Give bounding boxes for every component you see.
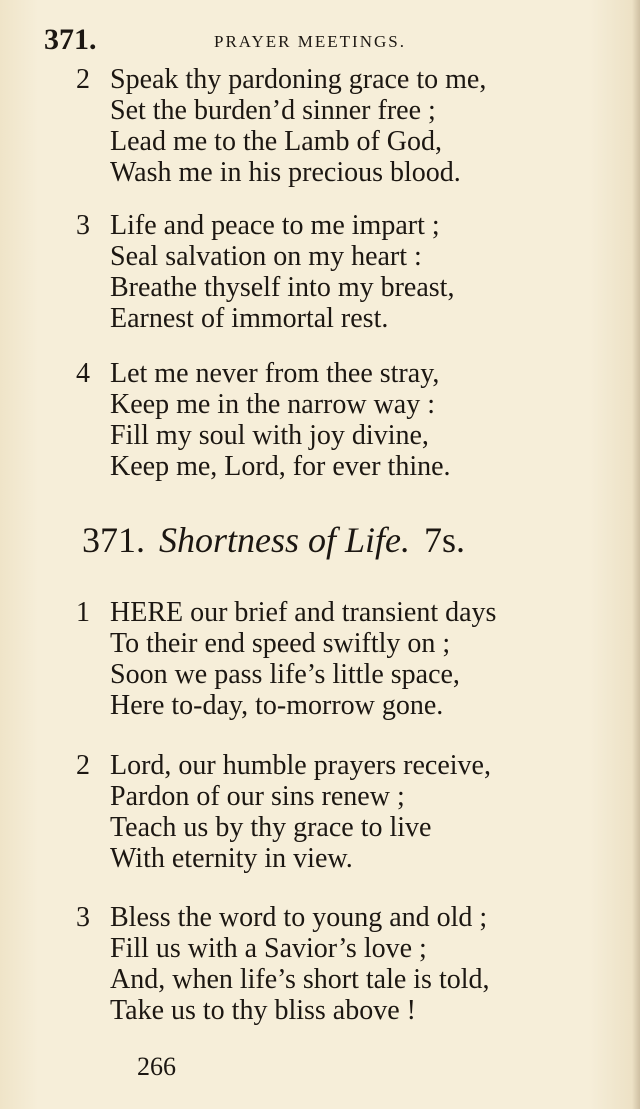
verse-line: Teach us by thy grace to live — [110, 812, 432, 843]
verse-line: Earnest of immortal rest. — [110, 303, 389, 334]
stanza-number: 3 — [76, 210, 90, 241]
verse-line: Take us to thy bliss above ! — [110, 995, 416, 1026]
stanza-lines — [110, 750, 620, 874]
verse-line: Fill us with a Savior’s love ; — [110, 933, 427, 964]
page-number: 266 — [137, 1052, 176, 1081]
running-head-number: 371. — [44, 23, 97, 56]
hymn-number: 371. — [82, 520, 145, 560]
stanza-lines — [110, 64, 620, 188]
verse-line: With eternity in view. — [110, 843, 353, 874]
verse-line: Pardon of our sins renew ; — [110, 781, 405, 812]
running-head-title: PRAYER MEETINGS. — [214, 32, 406, 51]
stanza-lines — [110, 597, 620, 721]
running-head — [44, 22, 484, 58]
verse-line: Bless the word to young and old ; — [110, 902, 488, 933]
stanza-lines — [110, 210, 620, 334]
verse-line: Lord, our humble prayers receive, — [110, 750, 491, 781]
hymn-title: Shortness of Life. — [159, 520, 411, 560]
verse-line: To their end speed swiftly on ; — [110, 628, 451, 659]
verse-line: Here to-day, to-morrow gone. — [110, 690, 444, 721]
verse-line: Lead me to the Lamb of God, — [110, 126, 443, 157]
stanza-lines — [110, 358, 620, 482]
stanza-number: 1 — [76, 597, 90, 628]
verse-line: And, when life’s short tale is told, — [110, 964, 490, 995]
verse-line: HERE our brief and transient days — [110, 597, 497, 628]
verse-line: Keep me, Lord, for ever thine. — [110, 451, 451, 482]
stanza-number: 4 — [76, 358, 90, 389]
stanza-number: 2 — [76, 750, 90, 781]
stanza-number: 3 — [76, 902, 90, 933]
hymn-heading — [82, 517, 622, 563]
page-edge-shadow — [632, 0, 640, 1109]
stanza-number: 2 — [76, 64, 90, 95]
verse-line: Fill my soul with joy divine, — [110, 420, 429, 451]
verse-line: Set the burden’d sinner free ; — [110, 95, 436, 126]
verse-line: Keep me in the narrow way : — [110, 389, 435, 420]
verse-line: Soon we pass life’s little space, — [110, 659, 460, 690]
verse-line: Wash me in his precious blood. — [110, 157, 461, 188]
verse-line: Life and peace to me impart ; — [110, 210, 440, 241]
verse-line: Seal salvation on my heart : — [110, 241, 422, 272]
verse-line: Speak thy pardoning grace to me, — [110, 64, 487, 95]
stanza-lines — [110, 902, 620, 1026]
verse-line: Breathe thyself into my breast, — [110, 272, 455, 303]
hymn-meter: 7s. — [424, 520, 466, 560]
verse-line: Let me never from thee stray, — [110, 358, 440, 389]
